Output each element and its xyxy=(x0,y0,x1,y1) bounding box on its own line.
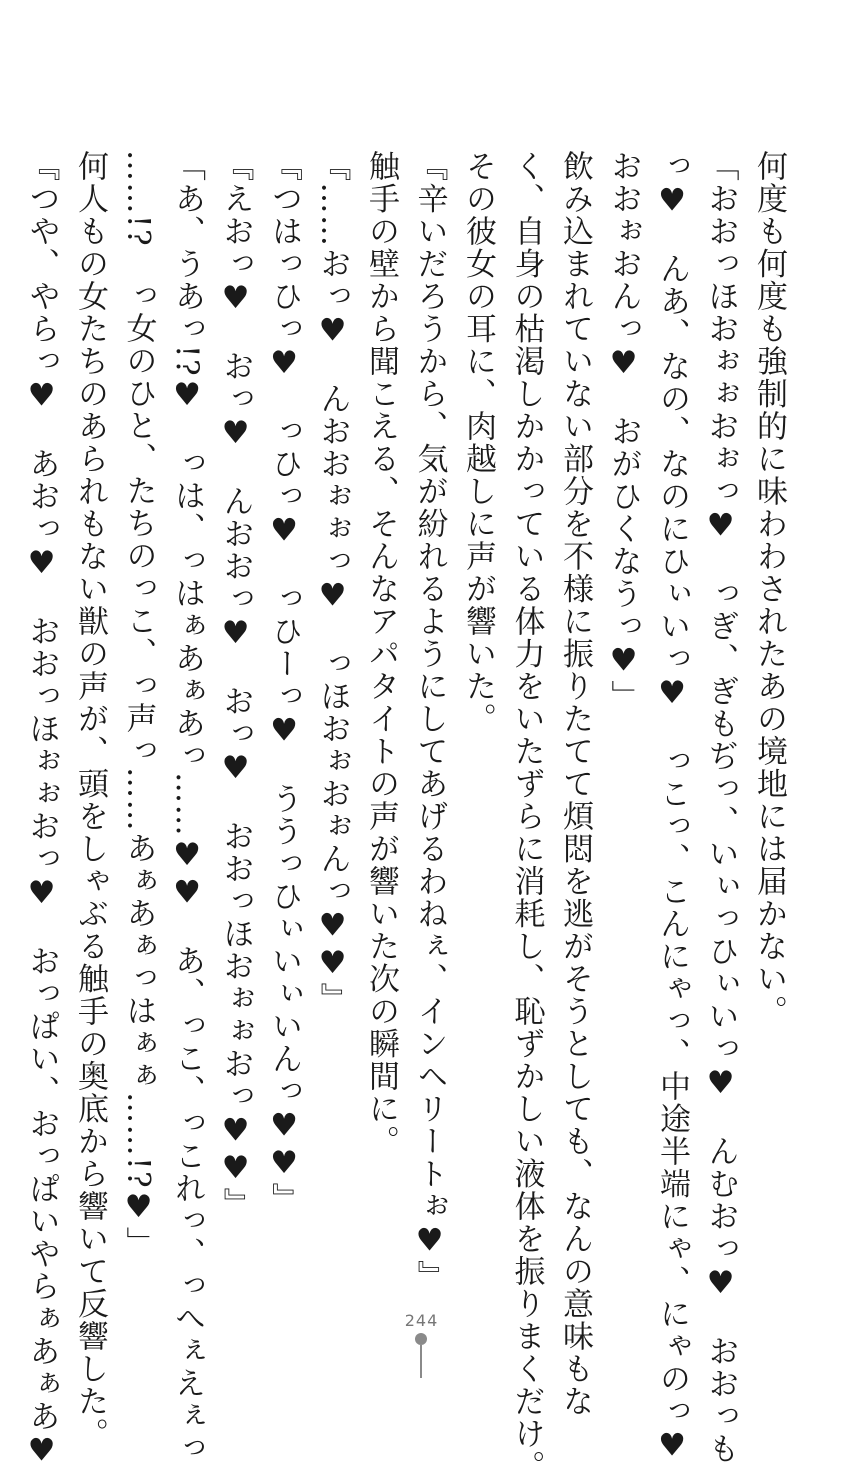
text-line: 『……おっ♥ んおおぉぉっ♥ っほおぉおぉんっ♥♥』 xyxy=(314,150,351,1015)
text-line: 飲み込まれていない部分を不様に振りたてて煩悶を逃がそうとしても、なんの意味もな xyxy=(557,150,593,1418)
text-line: 「おおっほおぉぉおぉっ♥ っぎ、ぎもぢっ、いぃっひぃいっ♥ んむおっ♥ おおっも xyxy=(702,150,739,1465)
text-line: 何度も何度も強制的に味わわされたあの境地には届かない。 xyxy=(751,150,787,1028)
text-line: 『つはっひっ♥ っひっ♥ っひーっ♥ ううっひぃいぃいんっ♥♥』 xyxy=(266,150,302,1215)
text-line: 『辛いだろうから、気が紛れるようにしてあげるわねぇ、インヘリートぉ♥』 xyxy=(411,150,448,1293)
folio-line-ornament xyxy=(420,1345,422,1378)
text-line: 『えおっ♥ おっ♥ んおおっ♥ おっ♥ おおっほおぉぉおっ♥♥』 xyxy=(217,150,254,1220)
text-line: 「あ、うあっ!?♥ っは、っはぁあぁあっ……♥♥ あ、っこ、っこれっ、っへぇえぇっ xyxy=(169,150,205,1465)
text-line: 何人もの女たちのあられもない獣の声が、頭をしゃぶる触手の奥底から響いて反響した。 xyxy=(72,150,108,1450)
text-line: く、自身の枯渇しかかっている体力をいたずらに消耗し、恥ずかしい液体を振りまくだけ。 xyxy=(508,150,545,1483)
folio-dot-ornament xyxy=(415,1333,427,1345)
text-line: その彼女の耳に、肉越しに声が響いた。 xyxy=(460,150,496,735)
text-line: 『つや、やらっ♥ あおっ♥ おおっほぉぉおっ♥ おっぱい、おっぱいやらぁあぁあ♥ xyxy=(23,150,60,1470)
text-line: 触手の壁から聞こえる、そんなアパタイトの声が響いた次の瞬間に。 xyxy=(363,150,399,1158)
text-line: っ♥ んあ、なの、なのにひぃいっ♥ っこっ、こんにゃっ、中途半端にゃ、にゃのっ♥ xyxy=(654,150,690,1465)
text-line: ……!? っ女のひと、たちのっこ、っ声っ……あぁあぁっはぁぁ……!?♥」 xyxy=(120,150,157,1260)
page-number: 244 xyxy=(404,1311,439,1330)
text-line: おおぉおんっ♥ おがひくなうっ♥」 xyxy=(605,150,642,713)
